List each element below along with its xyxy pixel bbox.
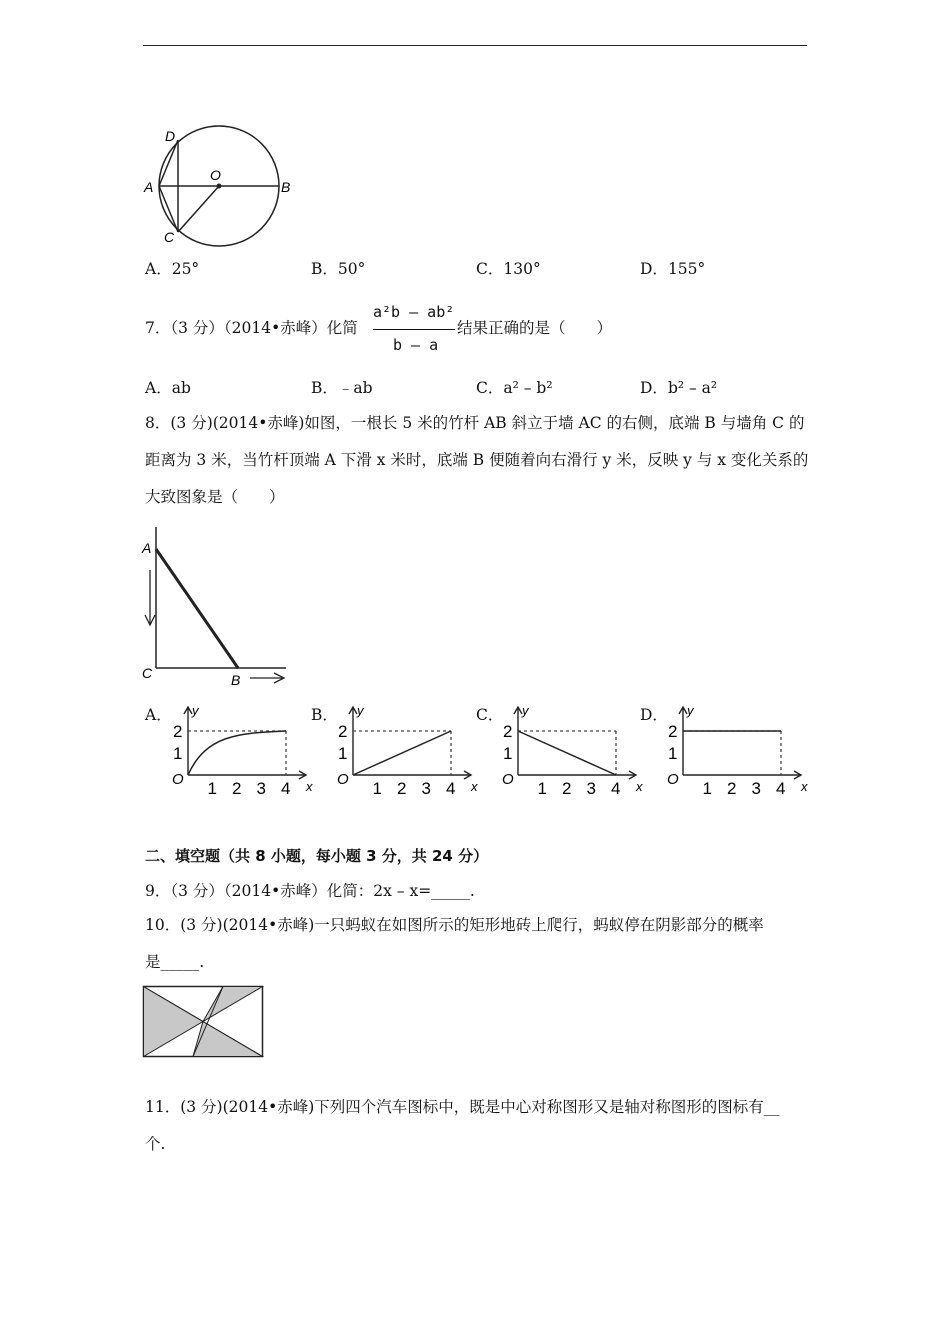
q6-option-b: B．50° <box>311 260 366 278</box>
q6-option-d: D．155° <box>640 260 706 278</box>
q8-line1: 8．(3 分)(2014•赤峰)如图，一根长 5 米的竹杆 AB 斜立于墙 AC 的右侧，底端 B 与墙角 C 的 <box>145 414 805 432</box>
q7-denominator: b – a <box>393 336 439 354</box>
x-tick-label: 2 <box>562 779 572 798</box>
y-tick-label: 1 <box>503 744 513 763</box>
x-tick-label: 1 <box>207 779 217 798</box>
x-tick-label: 1 <box>372 779 382 798</box>
label-o: O <box>210 167 221 183</box>
y-axis-label: y <box>357 703 364 718</box>
function-graph <box>353 731 451 775</box>
x-tick-label: 3 <box>421 779 431 798</box>
x-tick-label: 2 <box>727 779 737 798</box>
x-axis-label: x <box>471 779 478 794</box>
q8-graph-d <box>665 703 810 798</box>
q8-option-d-letter: D． <box>640 706 668 724</box>
y-tick-label: 2 <box>173 722 183 741</box>
y-tick-label: 1 <box>668 744 678 763</box>
label-b: B <box>281 179 291 195</box>
q10-tile-figure <box>142 985 266 1060</box>
x-tick-label: 2 <box>397 779 407 798</box>
q7-option-c: C．a² – b² <box>476 379 553 397</box>
q8-graph-a <box>170 703 315 798</box>
y-tick-label: 2 <box>338 722 348 741</box>
y-tick-label: 2 <box>668 722 678 741</box>
q6-option-c: C．130° <box>476 260 541 278</box>
label-c: C <box>164 229 175 245</box>
x-tick-label: 1 <box>702 779 712 798</box>
label-d: D <box>165 128 176 144</box>
origin-label: O <box>502 771 514 788</box>
q10-line2: 是_____. <box>145 953 205 971</box>
y-axis-label: y <box>522 703 529 718</box>
q7-option-a: A．ab <box>145 379 191 397</box>
origin-label: O <box>337 771 349 788</box>
pole-ab <box>156 549 238 668</box>
q7-suffix: 结果正确的是（ ） <box>457 319 613 337</box>
label-a: A <box>144 179 154 195</box>
q7-prefix: 7．（3 分）（2014•赤峰）化简 <box>145 319 358 337</box>
q8-option-a-letter: A． <box>145 706 172 724</box>
q7-option-d: D．b² – a² <box>640 379 718 397</box>
q6-option-a: A．25° <box>145 260 200 278</box>
x-tick-label: 3 <box>586 779 596 798</box>
q8-option-c-letter: C． <box>476 706 504 724</box>
center-point <box>217 184 222 189</box>
x-tick-label: 4 <box>776 779 786 798</box>
x-tick-label: 4 <box>281 779 291 798</box>
function-graph <box>188 731 286 775</box>
q8-graph-c <box>500 703 645 798</box>
header-rule <box>143 45 807 46</box>
x-axis-label: x <box>306 779 313 794</box>
fraction-bar <box>373 329 455 330</box>
section2-title: 二、填空题（共 8 小题，每小题 3 分，共 24 分） <box>145 847 489 865</box>
x-axis-label: x <box>636 779 643 794</box>
y-tick-label: 1 <box>338 744 348 763</box>
x-tick-label: 1 <box>537 779 547 798</box>
q8-option-b-letter: B． <box>311 706 338 724</box>
q11-line2: 个. <box>145 1135 166 1153</box>
q8-line3: 大致图象是（ ） <box>145 488 285 506</box>
q6-circle-figure <box>140 120 300 250</box>
x-tick-label: 4 <box>446 779 456 798</box>
q9-text: 9．（3 分）（2014•赤峰）化简：2x – x=_____. <box>145 882 475 900</box>
q7-numerator: a²b – ab² <box>373 303 455 321</box>
chord-ac <box>159 186 178 232</box>
y-axis-label: y <box>192 703 199 718</box>
x-axis-label: x <box>801 779 808 794</box>
q8-line2: 距离为 3 米，当竹杆顶端 A 下滑 x 米时，底端 B 便随着向右滑行 y 米，反映 y 与 x 变化关系的 <box>145 451 809 469</box>
origin-label: O <box>667 771 679 788</box>
radius-oc <box>178 186 219 232</box>
q7-option-b: B．﹣ab <box>311 379 373 397</box>
y-tick-label: 1 <box>173 744 183 763</box>
y-axis-label: y <box>687 703 694 718</box>
chord-ad <box>159 140 178 186</box>
q7-fraction <box>373 303 455 355</box>
x-tick-label: 3 <box>751 779 761 798</box>
y-tick-label: 2 <box>503 722 513 741</box>
q8-ladder-figure <box>138 525 298 690</box>
label-c: C <box>142 665 153 681</box>
x-tick-label: 4 <box>611 779 621 798</box>
label-b: B <box>231 672 241 688</box>
x-tick-label: 2 <box>232 779 242 798</box>
origin-label: O <box>172 771 184 788</box>
label-a: A <box>142 540 152 556</box>
q8-graph-b <box>335 703 480 798</box>
q10-line1: 10．(3 分)(2014•赤峰)一只蚂蚁在如图所示的矩形地砖上爬行，蚂蚁停在阴影部分的概率 <box>145 916 764 934</box>
function-graph <box>518 731 616 775</box>
q11-line1: 11．(3 分)(2014•赤峰)下列四个汽车图标中，既是中心对称图形又是轴对称图形的图标有__ <box>145 1098 780 1116</box>
x-tick-label: 3 <box>256 779 266 798</box>
